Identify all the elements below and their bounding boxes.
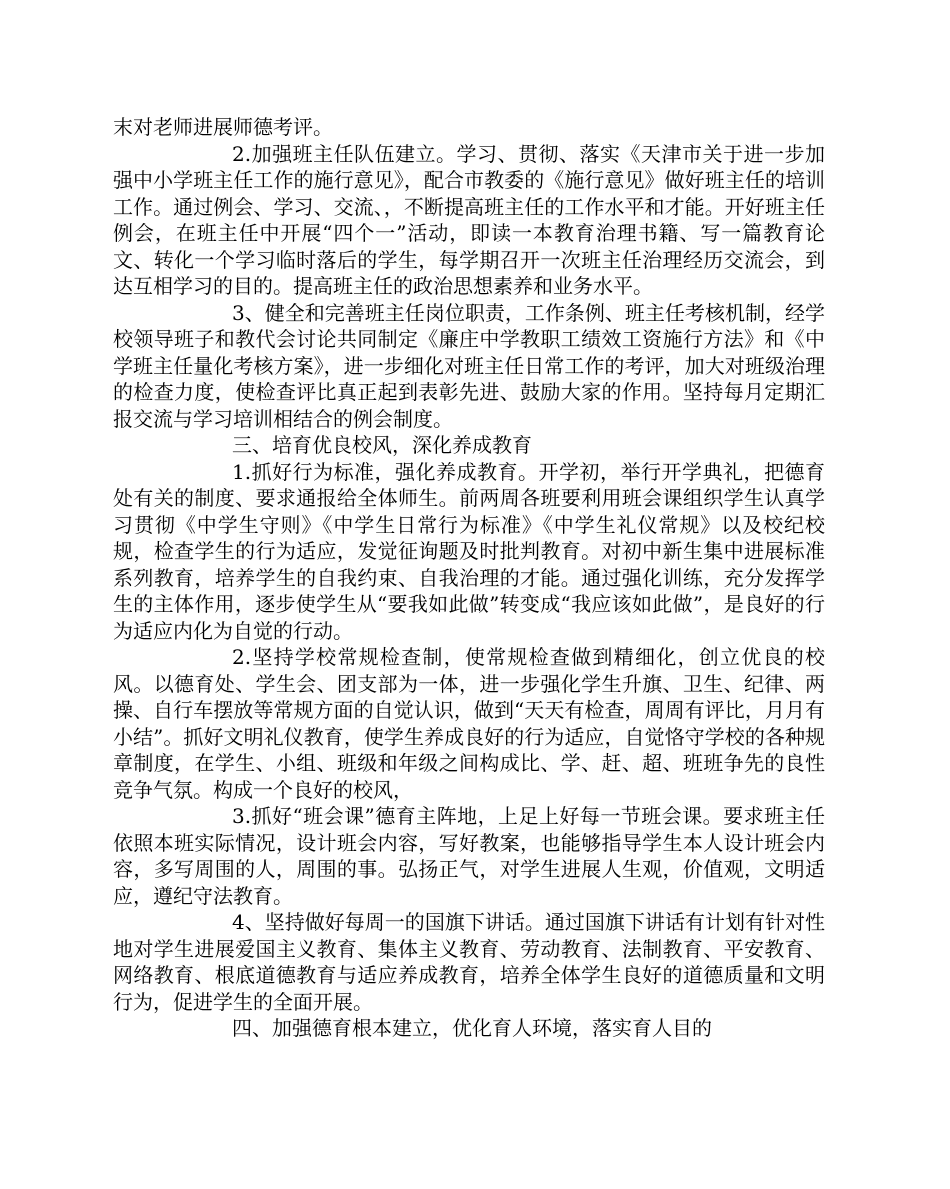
section-heading-4: 四、加强德育根本建立，优化育人环境，落实育人目的 — [232, 1016, 712, 1040]
paragraph-7: 3.抓好“班会课”德育主阵地，上足上好每一节班会课。要求班主任依照本班实际情况，设计班会内容，写好教案，也能够指导学生本人设计班会内容，多写周围的人，周围的事。弘扬正气，对学生进展人生观，价值观，文明适应，遵纪守法教育。 — [113, 804, 825, 908]
document-page — [113, 114, 825, 1042]
paragraph-2: 2.加强班主任队伍建立。学习、贯彻、落实《天津市关于进一步加强中小学班主任工作的施行意见》，配合市教委的《施行意见》做好班主任的培训工作。通过例会、学习、交流、，不断提高班主任的工作水平和才能。开好班主任例会，在班主任中开展“四个一”活动，即读一本教育治理书籍、写一篇教育论文、转化一个学习临时落后的学生，每学期召开一次班主任治理经历交流会，到达互相学习的目的。提高班主任的政治思想素养和业务水平。 — [113, 141, 825, 298]
section-heading-3: 三、培育优良校风，深化养成教育 — [232, 433, 532, 457]
paragraph-3: 3、健全和完善班主任岗位职责，工作条例、班主任考核机制，经学校领导班子和教代会讨论共同制定《廉庄中学教职工绩效工资施行方法》和《中学班主任量化考核方案》，进一步细化对班主任日常工作的考评，加大对班级治理的检查力度，使检查评比真正起到表彰先进、鼓励大家的作用。坚持每月定期汇报交流与学习培训相结合的例会制度。 — [113, 300, 825, 431]
paragraph-5: 1.抓好行为标准，强化养成教育。开学初，举行开学典礼，把德育处有关的制度、要求通报给全体师生。前两周各班要利用班会课组织学生认真学习贯彻《中学生守则》《中学生日常行为标准》《中学生礼仪常规》以及校纪校规，检查学生的行为适应，发觉征询题及时批判教育。对初中新生集中进展标准系列教育，培养学生的自我约束、自我治理的才能。通过强化训练，充分发挥学生的主体作用，逐步使学生从“要我如此做”转变成“我应该如此做”，是良好的行为适应内化为自觉的行动。 — [113, 459, 825, 643]
paragraph-1: 末对老师进展师德考评。 — [113, 115, 333, 139]
paragraph-6: 2.坚持学校常规检查制，使常规检查做到精细化，创立优良的校风。以德育处、学生会、团支部为一体，进一步强化学生升旗、卫生、纪律、两操、自行车摆放等常规方面的自觉认识，做到“天天有检查，周周有评比，月月有小结”。抓好文明礼仪教育，使学生养成良好的行为适应，自觉恪守学校的各种规章制度，在学生、小组、班级和年级之间构成比、学、赶、超、班班争先的良性竞争气氛。构成一个良好的校风， — [113, 645, 825, 802]
paragraph-8: 4、坚持做好每周一的国旗下讲话。通过国旗下讲话有计划有针对性地对学生进展爱国主义教育、集体主义教育、劳动教育、法制教育、平安教育、网络教育、根底道德教育与适应养成教育，培养全体学生良好的道德质量和文明行为，促进学生的全面开展。 — [113, 910, 825, 1014]
